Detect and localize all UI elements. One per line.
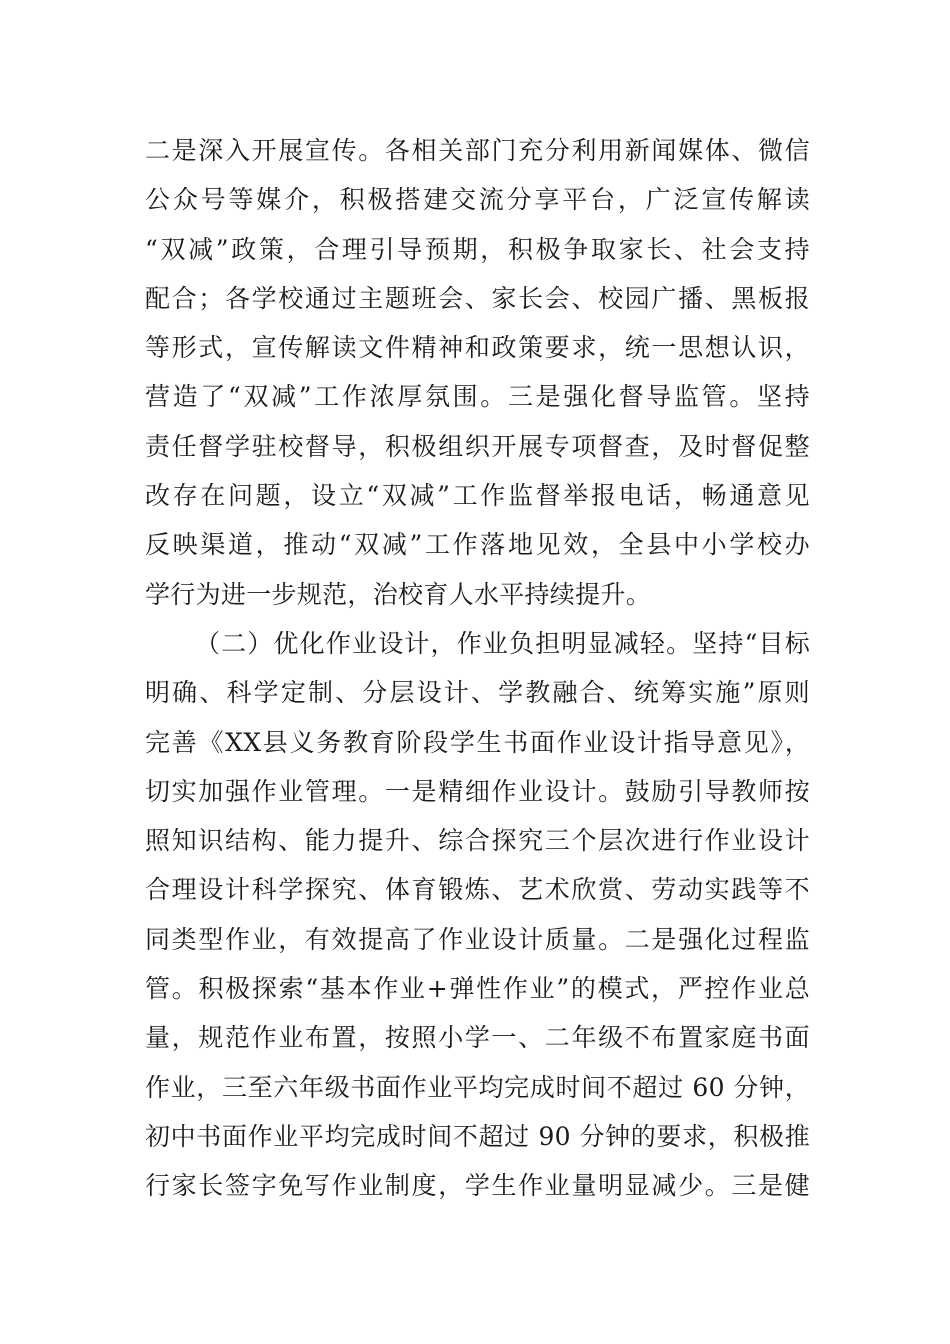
paragraph-end-line: 学行为进一步规范，治校育人水平持续提升。 [145, 579, 652, 609]
text-line: 明确、科学定制、分层设计、学教融合、统筹实施”原则 [145, 678, 810, 708]
text-line: 责任督学驻校督导，积极组织开展专项督查，及时督促整 [145, 431, 810, 461]
text-line: 营造了“双减”工作浓厚氛围。三是强化督导监管。坚持 [145, 382, 810, 412]
section-heading-line: （二）优化作业设计，作业负担明显减轻。坚持“目标 [195, 628, 810, 658]
text-line: 行家长签字免写作业制度，学生作业量明显减少。三是健 [145, 1171, 810, 1201]
text-line: 二是深入开展宣传。各相关部门充分利用新闻媒体、微信 [145, 136, 810, 165]
text-line: 完善《XX县义务教育阶段学生书面作业设计指导意见》， [145, 727, 810, 757]
body-text [145, 126, 810, 1211]
text-line: 照知识结构、能力提升、综合探究三个层次进行作业设计 [145, 826, 810, 856]
text-line: 公众号等媒介，积极搭建交流分享平台，广泛宣传解读 [145, 185, 810, 215]
text-line: 切实加强作业管理。一是精细作业设计。鼓励引导教师按 [145, 776, 810, 806]
text-line: 作业，三至六年级书面作业平均完成时间不超过 60 分钟， [145, 1072, 810, 1102]
text-line: “双减”政策，合理引导预期，积极争取家长、社会支持 [145, 234, 810, 264]
text-line: 同类型作业，有效提高了作业设计质量。二是强化过程监 [145, 924, 810, 954]
text-line: 初中书面作业平均完成时间不超过 90 分钟的要求，积极推 [145, 1121, 810, 1151]
text-line: 配合；各学校通过主题班会、家长会、校园广播、黑板报 [145, 283, 810, 313]
text-line: 反映渠道，推动“双减”工作落地见效，全县中小学校办 [145, 530, 810, 560]
text-line: 合理设计科学探究、体育锻炼、艺术欣赏、劳动实践等不 [145, 875, 810, 905]
text-line: 量，规范作业布置，按照小学一、二年级不布置家庭书面 [145, 1023, 810, 1053]
text-line: 管。积极探索“基本作业+弹性作业”的模式，严控作业总 [145, 974, 810, 1004]
text-line: 改存在问题，设立“双减”工作监督举报电话，畅通意见 [145, 481, 810, 511]
text-line: 等形式，宣传解读文件精神和政策要求，统一思想认识， [145, 333, 810, 363]
